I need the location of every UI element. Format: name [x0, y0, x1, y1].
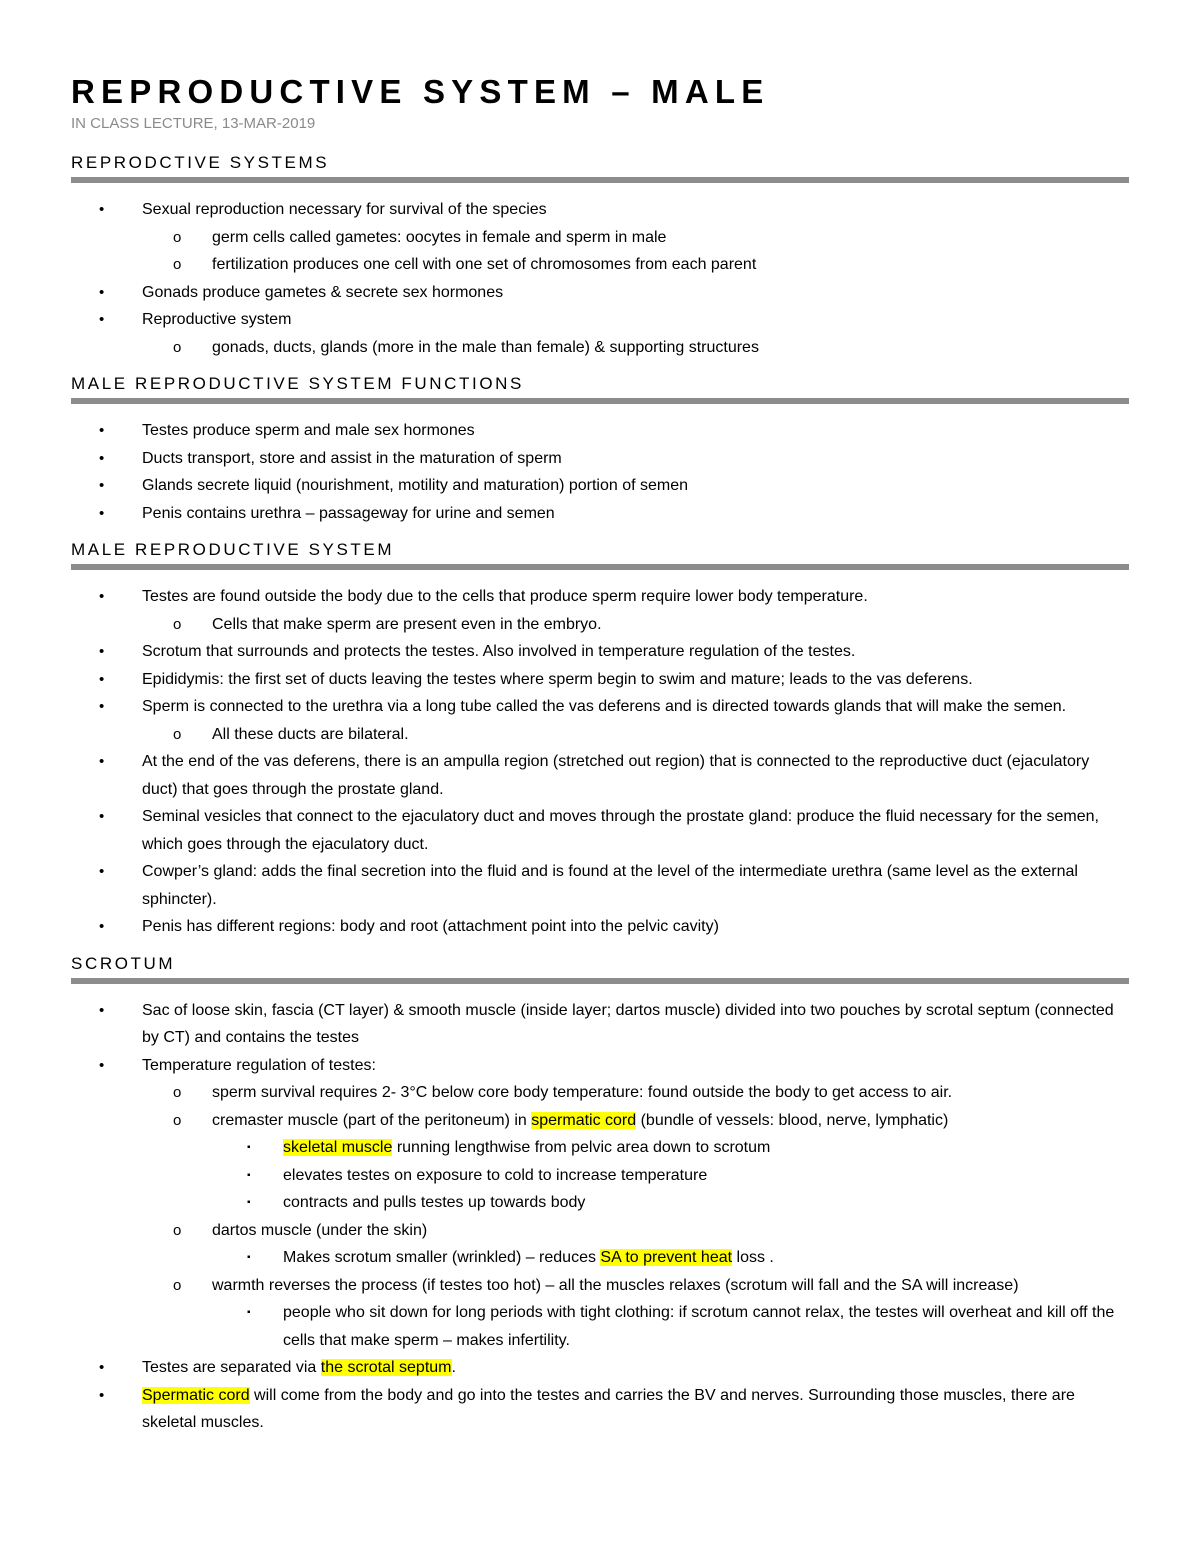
list-item: [71, 748, 1129, 803]
list-item: [71, 196, 1129, 224]
document-page: [71, 0, 1129, 1437]
item-text: cremaster muscle (part of the peritoneum) in: [212, 1111, 532, 1129]
list-item: [71, 666, 1129, 694]
item-text: Glands secrete liquid (nourishment, motility and maturation) portion of semen: [142, 477, 689, 494]
item-text: Seminal vesicles that connect to the ejaculatory duct and moves through the prostate gland: produce the fluid necessary for the semen, which goes through the ejaculatory duct.: [142, 808, 1099, 853]
item-text: contracts and pulls testes up towards body: [283, 1194, 586, 1211]
bullet-marker: •: [99, 1386, 105, 1404]
document-body: [71, 152, 1129, 1437]
item-text: At the end of the vas deferens, there is an ampulla region (stretched out region) that is connected to the reproductive duct (ejaculatory duct) that goes through the prostate gland.: [142, 753, 1090, 798]
item-text: people who sit down for long periods with tight clothing: if scrotum cannot relax, the testes will overheat and kill off the cells that make sperm – makes infertility.: [283, 1304, 1115, 1349]
section-heading: MALE REPRODUCTIVE SYSTEM: [71, 539, 1129, 570]
bullet-marker: •: [99, 422, 105, 439]
list-item: [71, 1272, 1129, 1300]
bullet-marker: •: [99, 504, 105, 522]
bullet-marker: •: [99, 201, 105, 218]
section-1: [71, 373, 1129, 527]
list-item: [71, 306, 1129, 334]
bullet-marker: •: [99, 283, 105, 301]
list-item: [71, 1052, 1129, 1080]
bullet-marker: o: [173, 1221, 182, 1239]
item-text: Testes are found outside the body due to the cells that produce sperm require lower body temperature.: [142, 588, 868, 605]
bullet-marker: o: [173, 1111, 182, 1129]
bullet-marker: •: [99, 643, 105, 660]
list-item: [71, 1217, 1129, 1245]
bullet-marker: •: [99, 670, 105, 688]
list-item: [71, 1382, 1129, 1437]
list-item: [71, 638, 1129, 666]
item-text: Makes scrotum smaller (wrinkled) – reduces: [283, 1249, 601, 1266]
highlighted-text: Spermatic cord: [142, 1386, 250, 1404]
item-text: (bundle of vessels: blood, nerve, lymphatic): [636, 1111, 949, 1129]
bullet-marker: ▪: [247, 1307, 251, 1318]
bullet-marker: ▪: [247, 1142, 251, 1153]
section-0: [71, 152, 1129, 361]
bullet-marker: •: [99, 311, 105, 328]
list-item: [71, 858, 1129, 913]
item-text: Ducts transport, store and assist in the maturation of sperm: [142, 449, 562, 467]
list-item: [71, 611, 1129, 639]
bullet-marker: •: [99, 1056, 105, 1074]
bullet-list: [71, 196, 1129, 361]
item-text: Sexual reproduction necessary for survival of the species: [142, 201, 547, 218]
bullet-marker: •: [99, 753, 105, 770]
item-text: Testes produce sperm and male sex hormones: [142, 422, 475, 439]
document-subtitle: IN CLASS LECTURE, 13-MAR-2019: [71, 115, 316, 132]
item-text: Scrotum that surrounds and protects the testes. Also involved in temperature regulation of the testes.: [142, 643, 856, 660]
list-item: [71, 1354, 1129, 1382]
item-text: running lengthwise from pelvic area down to scrotum: [392, 1139, 771, 1156]
bullet-marker: •: [99, 449, 105, 467]
list-item: [71, 1299, 1129, 1354]
section-3: [71, 953, 1129, 1437]
list-item: [71, 913, 1129, 941]
highlighted-text: SA to prevent heat: [600, 1249, 733, 1266]
item-text: elevates testes on exposure to cold to increase temperature: [283, 1166, 708, 1184]
bullet-marker: ▪: [247, 1169, 251, 1181]
list-item: [71, 1162, 1129, 1190]
item-text: will come from the body and go into the testes and carries the BV and nerves. Surrounding those muscles, there are skeletal muscles.: [142, 1386, 1075, 1431]
bullet-marker: o: [173, 725, 182, 743]
list-item: [71, 721, 1129, 749]
bullet-marker: •: [99, 698, 105, 715]
bullet-marker: •: [99, 808, 105, 825]
section-2: [71, 539, 1129, 941]
list-item: [71, 472, 1129, 500]
list-item: [71, 803, 1129, 858]
list-item: [71, 997, 1129, 1052]
bullet-marker: •: [99, 863, 105, 880]
item-text: fertilization produces one cell with one set of chromosomes from each parent: [212, 256, 757, 273]
bullet-marker: o: [173, 228, 182, 246]
document-title: REPRODUCTIVE SYSTEM – MALE: [71, 73, 770, 110]
item-text: Penis contains urethra – passageway for urine and semen: [142, 504, 555, 522]
item-text: warmth reverses the process (if testes too hot) – all the muscles relaxes (scrotum will fall and the SA will increase): [212, 1276, 1019, 1294]
list-item: [71, 1079, 1129, 1107]
item-text: All these ducts are bilateral.: [212, 725, 409, 743]
bullet-marker: •: [99, 588, 105, 605]
item-text: Testes are separated via: [142, 1359, 321, 1376]
bullet-list: [71, 997, 1129, 1437]
bullet-list: [71, 417, 1129, 527]
list-item: [71, 583, 1129, 611]
list-item: [71, 224, 1129, 252]
item-text: Temperature regulation of testes:: [142, 1056, 376, 1074]
item-text: germ cells called gametes: oocytes in female and sperm in male: [212, 228, 667, 246]
section-heading: SCROTUM: [71, 953, 1129, 984]
item-text: sperm survival requires 2- 3°C below core body temperature: found outside the body to get access to air.: [212, 1084, 953, 1101]
list-item: [71, 251, 1129, 279]
list-item: [71, 334, 1129, 362]
section-heading: REPRODCTIVE SYSTEMS: [71, 152, 1129, 183]
list-item: [71, 1134, 1129, 1162]
list-item: [71, 1244, 1129, 1272]
item-text: Cowper’s gland: adds the final secretion into the fluid and is found at the level of the intermediate urethra (same level as the external sphincter).: [142, 863, 1078, 908]
highlighted-text: skeletal muscle: [283, 1139, 393, 1156]
bullet-marker: •: [99, 477, 105, 494]
section-heading: MALE REPRODUCTIVE SYSTEM FUNCTIONS: [71, 373, 1129, 404]
item-text: Sperm is connected to the urethra via a long tube called the vas deferens and is directed towards glands that will make the semen.: [142, 698, 1067, 715]
bullet-marker: •: [99, 1359, 105, 1376]
item-text: Cells that make sperm are present even in the embryo.: [212, 615, 602, 633]
item-text: dartos muscle (under the skin): [212, 1221, 428, 1239]
list-item: [71, 693, 1129, 721]
bullet-marker: o: [173, 1276, 182, 1294]
bullet-marker: o: [173, 1084, 182, 1101]
bullet-marker: •: [99, 918, 105, 935]
list-item: [71, 279, 1129, 307]
bullet-list: [71, 583, 1129, 941]
highlighted-text: spermatic cord: [531, 1111, 637, 1129]
bullet-marker: •: [99, 1001, 105, 1019]
bullet-marker: ▪: [247, 1252, 251, 1263]
list-item: [71, 417, 1129, 445]
bullet-marker: o: [173, 256, 182, 273]
item-text: Penis has different regions: body and root (attachment point into the pelvic cavity): [142, 918, 719, 935]
list-item: [71, 1189, 1129, 1217]
list-item: [71, 445, 1129, 473]
bullet-marker: o: [173, 338, 182, 356]
list-item: [71, 500, 1129, 528]
item-text: Reproductive system: [142, 311, 292, 328]
item-text: gonads, ducts, glands (more in the male than female) & supporting structures: [212, 338, 759, 356]
item-text: Gonads produce gametes & secrete sex hormones: [142, 283, 504, 301]
item-text: loss .: [732, 1249, 774, 1266]
item-text: .: [451, 1359, 456, 1376]
item-text: Epididymis: the first set of ducts leaving the testes where sperm begin to swim and mature; leads to the vas deferens.: [142, 670, 973, 688]
bullet-marker: ▪: [247, 1197, 251, 1208]
item-text: Sac of loose skin, fascia (CT layer) & smooth muscle (inside layer; dartos muscle) divided into two pouches by scrotal septum (connected by CT) and contains the testes: [142, 1001, 1114, 1046]
list-item: [71, 1107, 1129, 1135]
bullet-marker: o: [173, 615, 182, 633]
highlighted-text: the scrotal septum: [320, 1359, 452, 1376]
